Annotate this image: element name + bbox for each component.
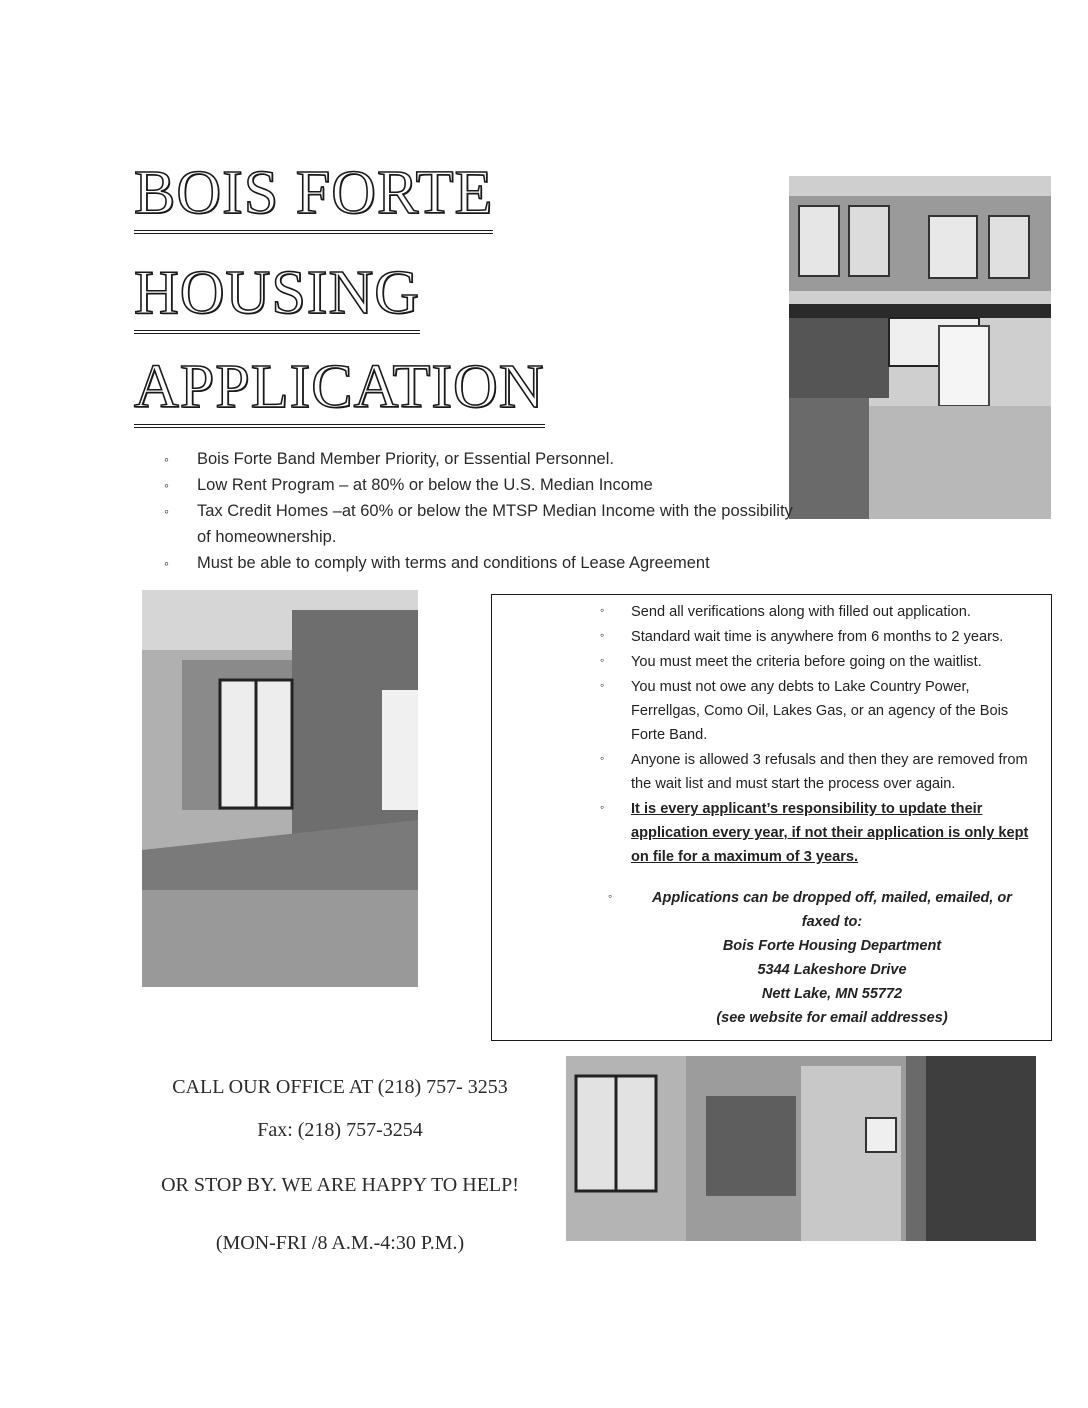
street-address: 5344 Lakeshore Drive [757,962,907,978]
kitchen-photo [789,176,1051,519]
phone-line: CALL OUR OFFICE AT (218) 757- 3253 [172,1076,508,1098]
list-item: ◦ Bois Forte Band Member Priority, or Essential Personnel. [160,446,800,472]
list-item: ◦ You must meet the criteria before going on the waitlist. [602,650,1042,674]
drop-off-address: ◦ Applications can be dropped off, mailed, emailed, or faxed to: Bois Forte Housing Department 5344 Lakeshore Drive Nett Lake, MN 55772 (see website for email addresses) [612,886,1052,1030]
list-item: ◦ Standard wait time is anywhere from 6 months to 2 years. [602,625,1042,649]
list-item: ◦ You must not owe any debts to Lake Country Power, Ferrellgas, Como Oil, Lakes Gas, or an agency of the Bois Forte Band. [602,675,1042,747]
email-note: (see website for email addresses) [716,1010,948,1026]
fax-line: Fax: (218) 757-3254 [257,1119,423,1141]
title-line-2: HOUSING [134,259,420,327]
title-line-1: BOIS FORTE [134,159,494,227]
title-line-3: APPLICATION [134,353,545,421]
office-hours: (MON-FRI /8 A.M.-4:30 P.M.) [215,1232,465,1254]
list-item: ◦ Tax Credit Homes –at 60% or below the MTSP Median Income with the possibility of homeownership. [160,498,800,550]
drop-off-line-2: faxed to: [801,914,863,930]
criteria-list [160,446,800,576]
living-room-photo [142,590,418,987]
drop-off-line-1: Applications can be dropped off, mailed, emailed, or [652,890,1012,906]
list-item: ◦ Send all verifications along with filled out application. [602,600,1042,624]
list-item: ◦ Anyone is allowed 3 refusals and then they are removed from the wait list and must start the process over again. [602,748,1042,796]
list-item: ◦ Must be able to comply with terms and conditions of Lease Agreement [160,550,800,576]
stop-by-line: OR STOP BY. WE ARE HAPPY TO HELP! [161,1174,519,1196]
list-item: ◦ It is every applicant’s responsibility to update their application every year, if not their application is only kept on file for a maximum of 3 years. [602,797,1042,869]
list-item: ◦ Low Rent Program – at 80% or below the U.S. Median Income [160,472,800,498]
department-name: Bois Forte Housing Department [722,938,942,954]
bedroom-photo [566,1056,1036,1241]
city-state-zip: Nett Lake, MN 55772 [761,986,903,1002]
info-list [602,600,1042,870]
